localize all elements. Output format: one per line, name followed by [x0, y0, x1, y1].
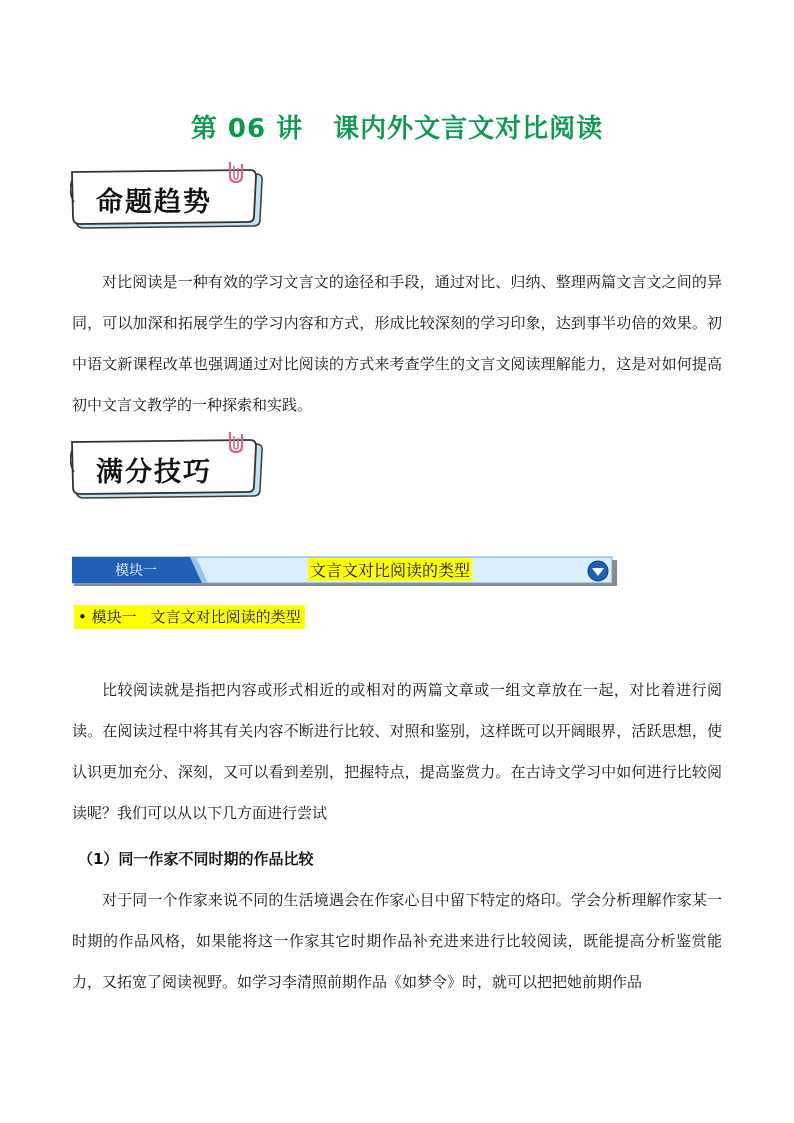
bullet-icon: • [78, 608, 87, 626]
module-subtitle-left: 模块一 [91, 608, 137, 626]
lecture-topic: 课内外文言文对比阅读 [333, 114, 604, 144]
section-label: 命题趋势 [96, 187, 212, 218]
lecture-number: 第 06 讲 [190, 114, 304, 144]
section-banner-trend [70, 162, 266, 234]
expand-icon[interactable] [586, 559, 610, 583]
section-label: 满分技巧 [96, 457, 212, 488]
module-bar [72, 556, 617, 586]
module-bar-title: 文言文对比阅读的类型 [308, 558, 472, 581]
module-bar-left-label: 模块一 [115, 563, 157, 579]
section-banner-skills [70, 432, 266, 504]
page-title [0, 108, 794, 145]
module-subtitle-right: 文言文对比阅读的类型 [150, 608, 301, 626]
module-subtitle [74, 605, 305, 629]
intro-paragraph: 对比阅读是一种有效的学习文言文的途径和手段，通过对比、归纳、整理两篇文言文之间的异同，可以加深和拓展学生的学习内容和方式，形成比较深刻的学习印象，达到事半功倍的效果。初中语文新课程改革也强调通过对比阅读的方式来考查学生的文言文阅读理解能力，这是对如何提高初中文言文教学的一种探索和实践。 [72, 273, 722, 414]
subheading: （1）同一作家不同时期的作品比较 [78, 850, 314, 868]
comparison-paragraph: 比较阅读就是指把内容或形式相近的或相对的两篇文章或一组文章放在一起，对比着进行阅读。在阅读过程中将其有关内容不断进行比较、对照和鉴别，这样既可以开阔眼界，活跃思想，使认识更加充分、深刻，又可以看到差别，把握特点，提高鉴赏力。在古诗文学习中如何进行比较阅读呢？我们可以从以下几方面进行尝试 [72, 681, 722, 822]
author-comparison-paragraph: 对于同一个作家来说不同的生活境遇会在作家心目中留下特定的烙印。学会分析理解作家某一时期的作品风格，如果能将这一作家其它时期作品补充进来进行比较阅读，既能提高分析鉴赏能力，又拓宽了阅读视野。如学习李清照前期作品《如梦令》时，就可以把把她前期作品 [72, 891, 722, 991]
